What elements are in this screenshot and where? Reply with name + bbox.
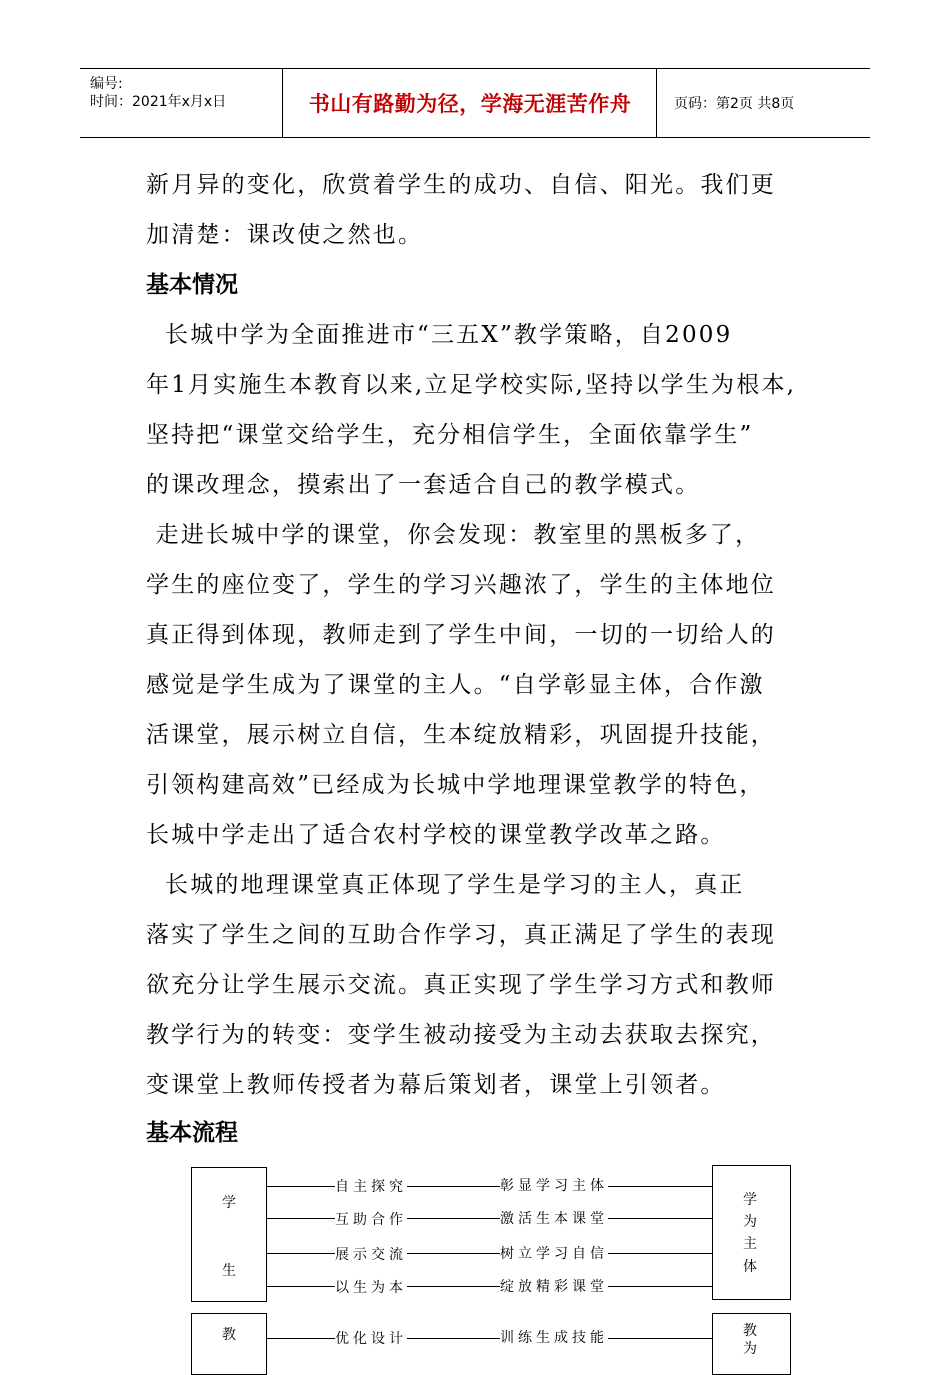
body-line: 长城中学为全面推进市“三五X”教学策略，自2009: [146, 322, 733, 348]
body-line: 真正得到体现，教师走到了学生中间，一切的一切给人的: [146, 622, 776, 648]
body-line: 的课改理念，摸索出了一套适合自己的教学模式。: [146, 472, 701, 498]
diagram-outcome-label: 绽放精彩课堂: [500, 1276, 608, 1296]
diagram-box-text: 生: [222, 1263, 237, 1279]
page-info: [666, 69, 870, 137]
diagram-box-student-subject: [712, 1165, 791, 1300]
diagram-box-text: 教: [222, 1327, 237, 1343]
diagram-box-student: [191, 1167, 267, 1302]
section-heading: 基本流程: [146, 1120, 238, 1146]
diagram-outcome-label: 彰显学习主体: [500, 1175, 608, 1195]
intro-line: 新月异的变化，欣赏着学生的成功、自信、阳光。我们更: [146, 172, 776, 198]
diagram-connector: [266, 1186, 712, 1187]
diagram-step-label: 展示交流: [335, 1244, 407, 1264]
body-line: 走进长城中学的课堂，你会发现：教室里的黑板多了，: [146, 522, 761, 548]
body-line: 欲充分让学生展示交流。真正实现了学生学习方式和教师: [146, 972, 776, 998]
body-line: 感觉是学生成为了课堂的主人。“自学彰显主体，合作激: [146, 672, 765, 698]
diagram-outcome-label: 训练生成技能: [500, 1327, 608, 1347]
page-info-text: 页码：第2页 共8页: [674, 96, 795, 112]
body-line: 变课堂上教师传授者为幕后策划者，课堂上引领者。: [146, 1072, 726, 1098]
diagram-box-text: 主: [743, 1236, 758, 1252]
number-label: 编号:: [90, 76, 123, 92]
diagram-box-text: 为: [743, 1214, 758, 1230]
diagram-step-label: 自主探究: [335, 1176, 407, 1196]
diagram-box-text: 教: [743, 1323, 758, 1339]
diagram-step-label: 优化设计: [335, 1328, 407, 1348]
diagram-box-text: 为: [743, 1341, 758, 1357]
body-line: 坚持把“课堂交给学生，充分相信学生，全面依靠学生”: [146, 422, 754, 448]
body-line: 教学行为的转变：变学生被动接受为主动去获取去探究，: [146, 1022, 776, 1048]
body-line: 活课堂，展示树立自信，生本绽放精彩，巩固提升技能，: [146, 722, 776, 748]
diagram-box-teacher-role: [712, 1313, 791, 1375]
diagram-box-teacher: [191, 1313, 267, 1375]
body-line: 年1月实施生本教育以来,立足学校实际,坚持以学生为根本,: [146, 372, 797, 398]
header-meta: [80, 69, 282, 137]
body-line: 长城的地理课堂真正体现了学生是学习的主人，真正: [146, 872, 745, 898]
diagram-connector: [266, 1253, 712, 1254]
header-motto: 书山有路勤为径，学海无涯苦作舟: [308, 92, 632, 116]
diagram-step-label: 互助合作: [335, 1209, 407, 1229]
diagram-connector: [266, 1286, 712, 1287]
time-label: 时间：2021年x月x日: [90, 94, 227, 110]
header-divider: [656, 69, 657, 137]
diagram-step-label: 以生为本: [335, 1277, 407, 1297]
diagram-connector: [266, 1218, 712, 1219]
diagram-box-text: 体: [743, 1259, 758, 1275]
section-heading: 基本情况: [146, 272, 238, 298]
body-line: 引领构建高效”已经成为长城中学地理课堂教学的特色，: [146, 772, 765, 798]
diagram-outcome-label: 激活生本课堂: [500, 1208, 608, 1228]
intro-line: 加清楚：课改使之然也。: [146, 222, 424, 248]
diagram-box-text: 学: [743, 1192, 758, 1208]
body-line: 学生的座位变了，学生的学习兴趣浓了，学生的主体地位: [146, 572, 776, 598]
page-header: [80, 68, 870, 138]
body-line: 落实了学生之间的互助合作学习，真正满足了学生的表现: [146, 922, 776, 948]
diagram-box-text: 学: [222, 1195, 237, 1211]
diagram-outcome-label: 树立学习自信: [500, 1243, 608, 1263]
body-line: 长城中学走出了适合农村学校的课堂教学改革之路。: [146, 822, 726, 848]
diagram-connector: [266, 1338, 712, 1339]
